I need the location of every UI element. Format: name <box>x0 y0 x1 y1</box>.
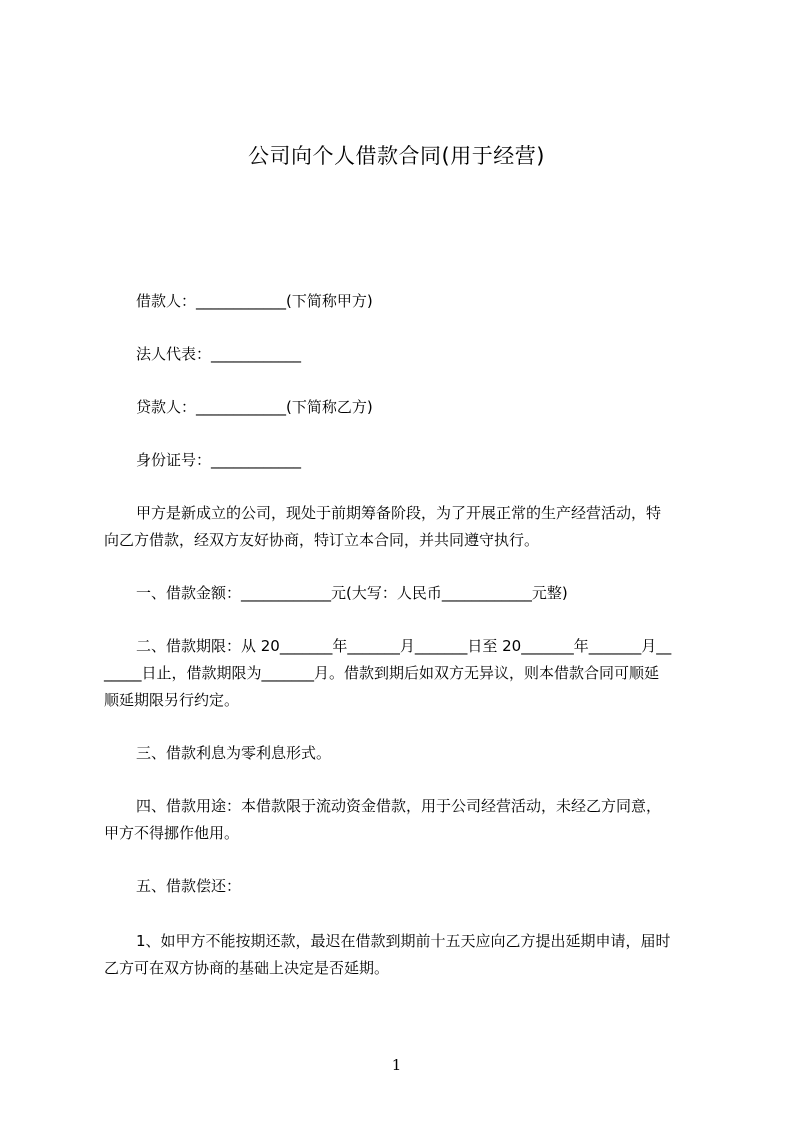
clause-2-line-3: 顺延期限另行约定。 <box>104 691 240 709</box>
clause-2-line-2: _____日止，借款期限为_______月。借款到期后如双方无异议，则本借款合同可顺延 <box>104 664 660 682</box>
page-number: 1 <box>391 1056 402 1074</box>
clause-5-item-1-line-1: 1、如甲方不能按期还款，最迟在借款到期前十五天应向乙方提出延期申请，届时 <box>136 932 671 950</box>
legal-rep-line: 法人代表：____________ <box>136 345 302 363</box>
page-title: 公司向个人借款合同(用于经营) <box>248 144 545 168</box>
clause-4-line-2: 甲方不得挪作他用。 <box>104 824 240 842</box>
preamble-line-2: 向乙方借款，经双方友好协商，特订立本合同，并共同遵守执行。 <box>104 531 540 549</box>
borrower-line: 借款人：____________(下简称甲方) <box>136 292 373 310</box>
clause-1-amount: 一、借款金额：____________元(大写：人民币____________元整) <box>136 584 568 602</box>
clause-5-item-1-line-2: 乙方可在双方协商的基础上决定是否延期。 <box>104 959 390 977</box>
preamble-line-1: 甲方是新成立的公司，现处于前期筹备阶段，为了开展正常的生产经营活动，特 <box>136 504 662 522</box>
id-number-line: 身份证号：____________ <box>136 451 302 469</box>
clause-5-heading: 五、借款偿还： <box>136 877 242 895</box>
clause-2-line-1: 二、借款期限：从 20_______年_______月_______日至 20_______年_______月__ <box>136 637 672 655</box>
clause-3-interest: 三、借款利息为零利息形式。 <box>136 744 332 762</box>
clause-4-line-1: 四、借款用途：本借款限于流动资金借款，用于公司经营活动，未经乙方同意， <box>136 797 662 815</box>
lender-line: 贷款人：____________(下简称乙方) <box>136 398 373 416</box>
